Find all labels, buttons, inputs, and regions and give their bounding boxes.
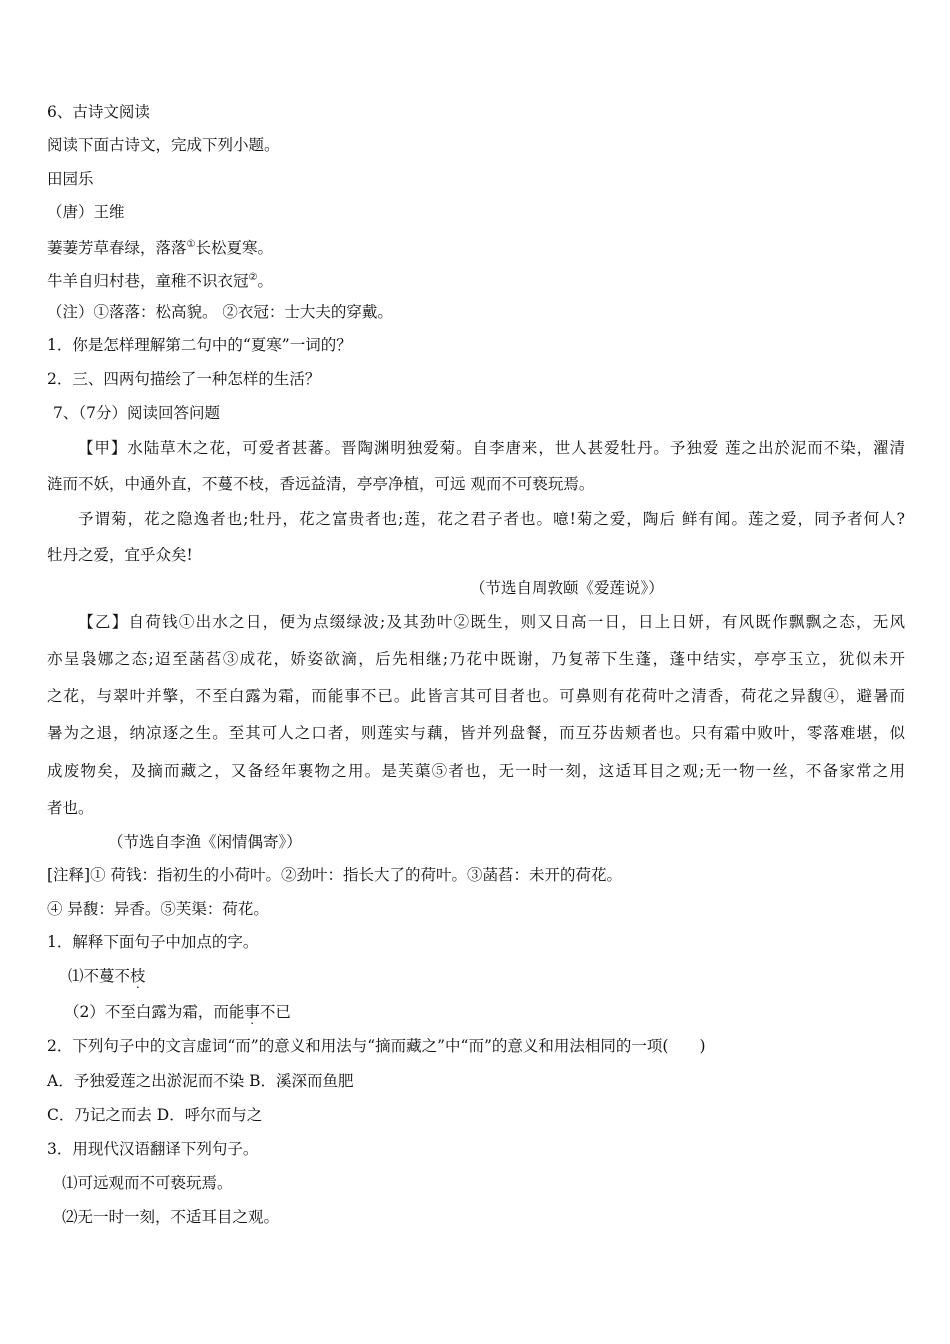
poem-line-2 — [47, 268, 273, 291]
passage-jia-source: （节选自周敦颐《爱莲说》） — [470, 579, 664, 597]
poem-title: 田园乐 — [47, 170, 94, 188]
q7-question-1-item-1-text: ⑴不蔓不 — [68, 967, 131, 985]
q7-question-2-options-cd: C．乃记之而去 D．呼尔而与之 — [47, 1106, 263, 1124]
q7-question-1-item-1 — [68, 966, 146, 986]
passage-yi-line-1 — [47, 612, 905, 632]
q6-instruction: 阅读下面古诗文，完成下列小题。 — [47, 136, 280, 154]
q7-question-1-item-2-text-a: （2）不至白露为霜，而能 — [64, 1003, 245, 1021]
q6-heading: 6、古诗文阅读 — [47, 103, 150, 121]
passage-jia-line-1-text: 【甲】水陆草木之花，可爱者甚蕃。晋陶渊明独爱菊。自李唐来，世人甚爱牡丹。予独爱 莲之出於泥而不染，濯清 — [77, 439, 905, 457]
poem-line-2-text-b: 。 — [257, 272, 273, 290]
poem-note: （注）①落落：松高貌。 ②衣冠：士大夫的穿戴。 — [47, 303, 393, 321]
q7-question-3-item-1: ⑴可远观而不可亵玩焉。 — [62, 1174, 233, 1192]
poem-line-1 — [47, 235, 273, 258]
q7-question-1-item-2 — [64, 1002, 291, 1022]
poem-line-1-text-a: 萋萋芳草春绿，落落 — [47, 239, 187, 257]
poem-line-1-note-mark: ① — [186, 239, 196, 250]
annotation-line-2: ④ 异馥：异香。⑤芙渠：荷花。 — [47, 900, 269, 918]
q7-question-2-options-ab: A．予独爱莲之出淤泥而不染 B．溪深而鱼肥 — [47, 1072, 354, 1090]
dotted-character: 事 — [244, 1003, 260, 1021]
q6-question-2: 2．三、四两句描绘了一种怎样的生活？ — [47, 370, 321, 388]
passage-jia-line-2: 涟而不妖，中通外直，不蔓不枝，香远益清，亭亭净植，可远 观而不可亵玩焉。 — [47, 475, 595, 493]
passage-jia-line-4: 牡丹之爱，宜乎众矣! — [47, 546, 193, 564]
passage-yi-line-4: 暑为之退，纳凉逐之生。至其可人之口者，则莲实与藕，皆并列盘餐，而互芬齿颊者也。只有霜中败叶，零落难堪，似 — [47, 724, 905, 742]
passage-jia-line-3-text: 予谓菊，花之隐逸者也;牡丹，花之富贵者也;莲，花之君子者也。噫!菊之爱，陶后 鲜有闻。莲之爱，同予者何人? — [77, 510, 905, 528]
poem-line-1-text-b: 长松夏寒。 — [195, 239, 273, 257]
passage-yi-line-5: 成废物矣，及摘而藏之，又备经年裹物之用。是芙蕖⑤者也，无一时一刻，这适耳目之观;无一物一丝，不备家常之用 — [47, 762, 905, 780]
q6-question-1: 1．你是怎样理解第二句中的“夏寒”一词的？ — [47, 336, 352, 354]
poem-line-2-note-mark: ② — [248, 272, 258, 283]
annotation-line-1: [注释]① 荷钱：指初生的小荷叶。②劲叶：指长大了的荷叶。③菡萏：未开的荷花。 — [47, 866, 623, 884]
passage-yi-source: （节选自李渔《闲情偶寄》） — [108, 833, 302, 851]
passage-jia-line-3 — [47, 509, 905, 529]
passage-yi-line-3: 之花，与翠叶并擎，不至白露为霜，而能事不已。此皆言其可目者也。可鼻则有花荷叶之清香，荷花之异馥④，避暑而 — [47, 687, 905, 705]
q7-question-2: 2．下列句子中的文言虚词“而”的意义和用法与“摘而藏之”中“而”的意义和用法相同的一项( ) — [47, 1037, 706, 1055]
dotted-character: 枝 — [130, 967, 146, 985]
q7-heading: 7、（7分）阅读回答问题 — [53, 404, 220, 422]
q7-question-3: 3．用现代汉语翻译下列句子。 — [47, 1140, 259, 1158]
passage-yi-line-2: 亦呈袅娜之态;迢至菡萏③成花，娇姿欲滴，后先相继;乃花中既谢，乃复蒂下生蓬，蓬中结实，亭亭玉立，犹似未开 — [47, 650, 905, 668]
poem-line-2-text-a: 牛羊自归村巷，童稚不识衣冠 — [47, 272, 249, 290]
passage-jia-line-1 — [47, 438, 905, 458]
q7-question-1: 1．解释下面句子中加点的字。 — [47, 933, 259, 951]
q7-question-1-item-2-text-b: 不已 — [259, 1003, 291, 1021]
q7-question-3-item-2: ⑵无一时一刻，不适耳目之观。 — [62, 1208, 280, 1226]
poem-author: （唐）王维 — [47, 203, 125, 221]
passage-yi-line-1-text: 【乙】自荷钱①出水之日，便为点缀绿波;及其劲叶②既生，则又日高一日，日上日妍，有风既作飘飘之态，无风 — [77, 613, 905, 631]
passage-yi-line-6: 者也。 — [47, 799, 94, 817]
